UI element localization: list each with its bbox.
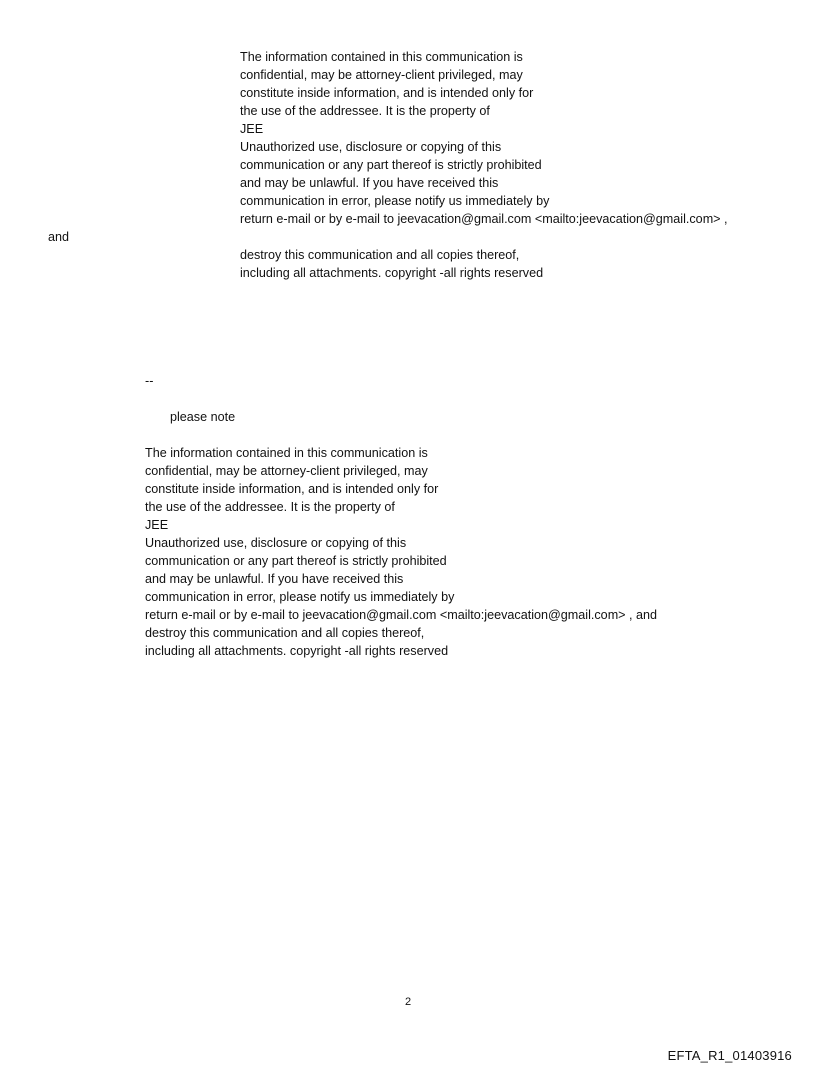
notice-line: return e-mail or by e-mail to jeevacation@gmail.com <mailto:jeevacation@gmail.com> , bbox=[240, 212, 728, 226]
notice-line: the use of the addressee. It is the property of bbox=[240, 104, 490, 118]
wrapped-word: and bbox=[48, 230, 70, 244]
notice-line: the use of the addressee. It is the property of bbox=[145, 500, 395, 514]
notice-line: confidential, may be attorney-client privileged, may bbox=[145, 464, 428, 478]
notice-line: The information contained in this communication is bbox=[145, 446, 428, 460]
notice-line: JEE bbox=[240, 122, 264, 136]
document-id: EFTA_R1_01403916 bbox=[667, 1048, 792, 1063]
notice-line: destroy this communication and all copies thereof, bbox=[240, 248, 520, 262]
notice-line: and may be unlawful. If you have received this bbox=[145, 572, 404, 586]
notice-line: communication or any part thereof is strictly prohibited bbox=[240, 158, 542, 172]
notice-line: communication in error, please notify us immediately by bbox=[240, 194, 550, 208]
confidentiality-notice-top bbox=[240, 48, 728, 228]
notice-line: Unauthorized use, disclosure or copying of this bbox=[145, 536, 407, 550]
notice-line: return e-mail or by e-mail to jeevacation@gmail.com <mailto:jeevacation@gmail.com> , and bbox=[145, 608, 658, 622]
notice-line: including all attachments. copyright -all rights reserved bbox=[145, 644, 449, 658]
notice-line: constitute inside information, and is intended only for bbox=[240, 86, 534, 100]
notice-line: The information contained in this communication is bbox=[240, 50, 523, 64]
notice-line: communication or any part thereof is strictly prohibited bbox=[145, 554, 447, 568]
confidentiality-notice-bottom bbox=[145, 444, 657, 660]
notice-line: and may be unlawful. If you have received this bbox=[240, 176, 499, 190]
please-note-heading: please note bbox=[170, 410, 236, 424]
notice-line: including all attachments. copyright -all rights reserved bbox=[240, 266, 544, 280]
signature-separator: -- bbox=[145, 374, 154, 388]
notice-line: destroy this communication and all copies thereof, bbox=[145, 626, 425, 640]
notice-line: Unauthorized use, disclosure or copying of this bbox=[240, 140, 502, 154]
notice-line: JEE bbox=[145, 518, 169, 532]
notice-line: constitute inside information, and is intended only for bbox=[145, 482, 439, 496]
page-number: 2 bbox=[404, 996, 412, 1008]
notice-line: confidential, may be attorney-client privileged, may bbox=[240, 68, 523, 82]
confidentiality-notice-top-tail bbox=[240, 246, 543, 282]
notice-line: communication in error, please notify us immediately by bbox=[145, 590, 455, 604]
